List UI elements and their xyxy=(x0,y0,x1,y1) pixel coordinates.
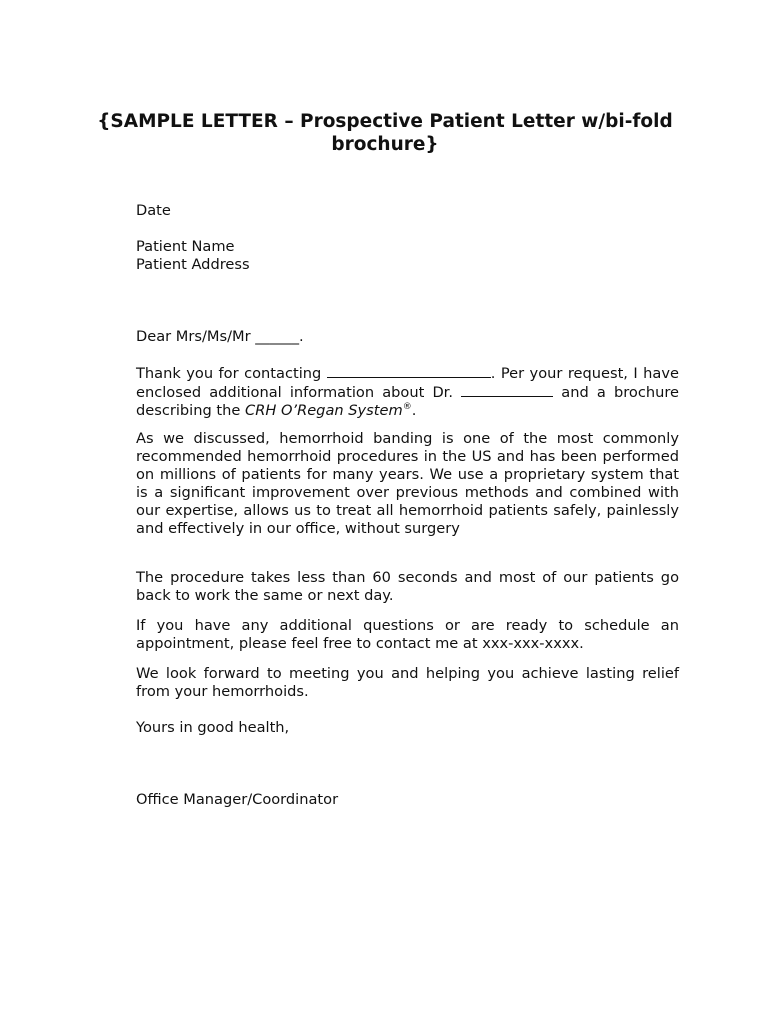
patient-name-field: Patient Name xyxy=(136,238,235,255)
paragraph-2: As we discussed, hemorrhoid banding is one of the most commonly recommended hemorrhoid procedures in the US and has been performed on millions of patients for many years. We use a proprietary system that is a significant improvement over previous methods and combined with our expertise, allows us to treat all hemorrhoid patients safely, painlessly and effectively in our office, without surgery xyxy=(136,430,679,537)
doctor-name-blank xyxy=(461,383,553,397)
trademark-symbol: ® xyxy=(402,402,412,413)
para1-part2: . Per your request, I have enclosed additional information about Dr. xyxy=(136,365,679,401)
paragraph-4: If you have any additional questions or are ready to schedule an appointment, please feel free to contact me at xxx-xxx-xxxx. xyxy=(136,617,679,652)
letter-title xyxy=(90,110,680,156)
date-field: Date xyxy=(136,202,171,219)
paragraph-1 xyxy=(136,364,679,420)
title-line-1: {SAMPLE LETTER – Prospective Patient Letter w/bi-fold xyxy=(97,111,673,132)
paragraph-3: The procedure takes less than 60 seconds and most of our patients go back to work the same or next day. xyxy=(136,569,679,604)
paragraph-5: We look forward to meeting you and helping you achieve lasting relief from your hemorrhoids. xyxy=(136,665,679,700)
signature-title: Office Manager/Coordinator xyxy=(136,791,339,808)
para1-end: . xyxy=(411,402,417,419)
title-line-2: brochure} xyxy=(331,134,439,155)
closing: Yours in good health, xyxy=(136,719,290,736)
para1-part1: Thank you for contacting xyxy=(136,365,322,382)
system-name: CRH O’Regan System xyxy=(245,402,403,419)
para1-part3: and a brochure describing the xyxy=(136,384,679,419)
contact-blank xyxy=(327,364,491,378)
salutation: Dear Mrs/Ms/Mr ______. xyxy=(136,328,304,345)
patient-address-field: Patient Address xyxy=(136,256,250,273)
